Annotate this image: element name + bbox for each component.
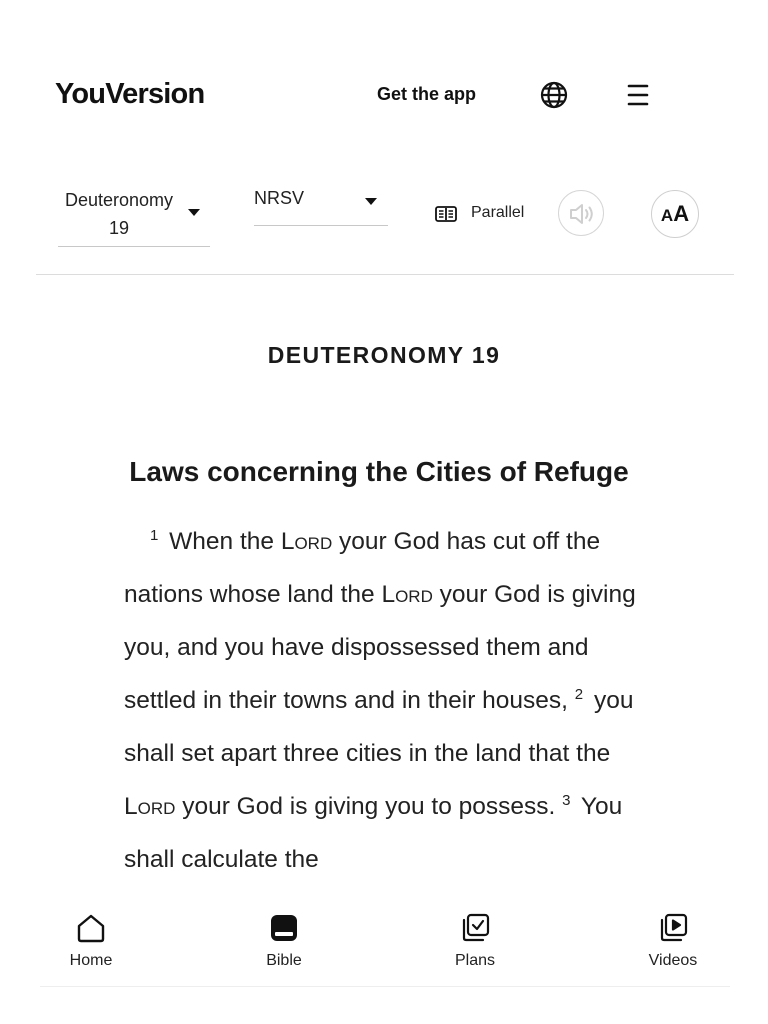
- verse-text[interactable]: You shall calculate the: [124, 793, 623, 873]
- chapter-title: DEUTERONOMY 19: [267, 342, 501, 368]
- nav-plans-label: Plans: [454, 952, 496, 969]
- home-icon: [75, 912, 107, 944]
- hamburger-menu-icon[interactable]: [625, 82, 651, 108]
- verse-number[interactable]: 3: [562, 792, 571, 809]
- audio-button[interactable]: [558, 190, 604, 236]
- verse-text-lord[interactable]: Lord: [381, 581, 433, 608]
- verse-number[interactable]: 1: [150, 527, 159, 544]
- verse-text[interactable]: you shall set apart three cities in the land that the: [124, 687, 634, 767]
- toolbar-divider: [36, 274, 734, 275]
- bottom-navigation: [0, 896, 768, 1024]
- version-label: NRSV: [254, 188, 305, 208]
- youversion-logo[interactable]: YouVersion: [55, 78, 205, 110]
- nav-videos-label: Videos: [648, 952, 698, 969]
- globe-icon[interactable]: [540, 81, 568, 109]
- verse-paragraph: [124, 515, 654, 886]
- bible-passage: [124, 515, 654, 886]
- nav-videos[interactable]: [623, 912, 723, 970]
- verse-text[interactable]: your God is giving you, and you have dispossessed them and settled in their towns and in their houses,: [124, 581, 636, 714]
- version-selector[interactable]: [254, 180, 388, 226]
- chevron-down-icon: [188, 209, 200, 216]
- book-chapter-selector[interactable]: [58, 180, 210, 247]
- chevron-down-icon: [365, 198, 377, 205]
- verse-text-lord[interactable]: Lord: [124, 793, 176, 820]
- top-header: [0, 0, 768, 190]
- nav-bible[interactable]: [234, 912, 334, 970]
- verse-text[interactable]: When the: [162, 528, 281, 555]
- verse-text[interactable]: your God is giving you to possess.: [175, 793, 556, 820]
- nav-plans[interactable]: [425, 912, 525, 970]
- parallel-book-icon: [435, 206, 457, 222]
- bible-icon: [268, 912, 300, 944]
- verse-number[interactable]: 2: [574, 686, 584, 703]
- font-settings-button[interactable]: AA: [651, 190, 699, 238]
- parallel-label: Parallel: [471, 204, 525, 221]
- verse-text[interactable]: your God has cut off the nations whose land the: [124, 528, 601, 608]
- nav-home-label: Home: [69, 952, 113, 969]
- videos-icon: [657, 912, 689, 944]
- get-the-app-link[interactable]: Get the app: [377, 84, 477, 104]
- section-heading: Laws concerning the Cities of Refuge: [129, 456, 629, 487]
- speaker-icon: [568, 201, 596, 227]
- nav-bible-label: Bible: [266, 952, 302, 969]
- nav-home[interactable]: [41, 912, 141, 970]
- plans-icon: [459, 912, 491, 944]
- verse-text-lord[interactable]: Lord: [280, 528, 333, 555]
- book-chapter-label: Deuteronomy 19: [64, 190, 174, 238]
- nav-bottom-divider: [40, 986, 730, 987]
